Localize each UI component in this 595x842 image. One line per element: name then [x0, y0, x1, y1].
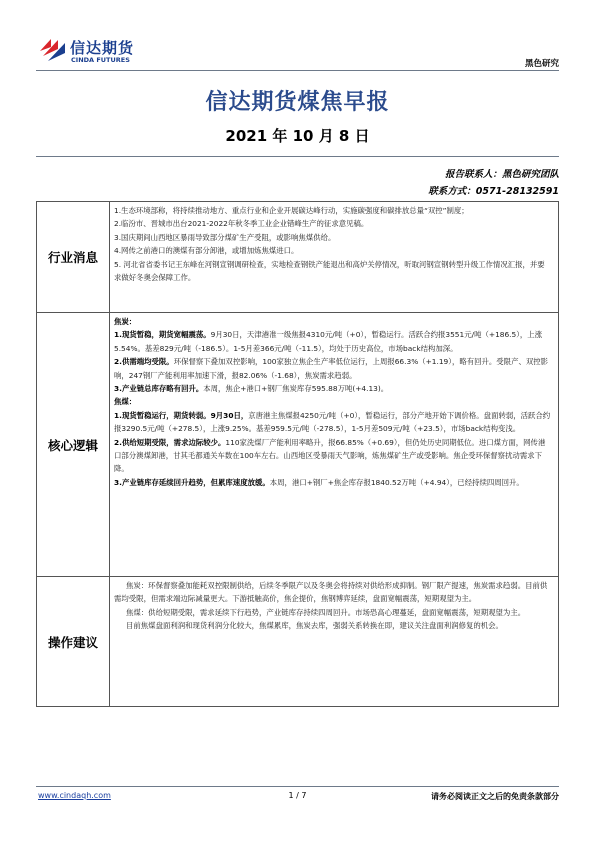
department-label: 黑色研究: [524, 59, 559, 69]
news-content: [110, 202, 558, 312]
news-item: 1.生态环境部称，将持续推动地方、重点行业和企业开展碳达峰行动，实施碳强度和碳排放总量“双控”制度；: [114, 206, 469, 215]
advice-paragraph: 目前焦煤盘面利润和现货利润分化较大，焦煤累库，焦炭去库，强弱关系转换在即，建议关注盘面利润修复的机会。: [126, 621, 503, 631]
contact-phone: 联系方式：0571-28132591: [428, 186, 559, 197]
advice-label: 操作建议: [37, 577, 110, 706]
contact-person: 报告联系人：黑色研究团队: [444, 169, 559, 180]
report-date: 2021 年 10 月 8 日: [225, 127, 370, 145]
logo-chinese-name: 信达期货: [70, 39, 135, 57]
date-divider: [36, 156, 559, 157]
header-divider: [36, 70, 559, 71]
coke-point: 3.产业链总库存略有回升。本周，焦企+港口+钢厂焦炭库存595.88万吨(+4.13)。: [114, 384, 389, 394]
news-row: [37, 202, 558, 312]
disclaimer-note: 请务必阅读正文之后的免责条款部分: [431, 792, 559, 801]
news-item: 2.临汾市、晋城市出台2021-2022年秋冬季工业企业错峰生产的征求意见稿。: [114, 219, 369, 229]
logic-row: [37, 312, 558, 576]
logo-mark-icon: [38, 37, 68, 63]
company-logo: [38, 33, 158, 69]
news-item: 5. 河北省省委书记王东峰在河钢宣钢调研检查，实地检查钢铁产能退出和高炉关停情况，听取河钢宣钢转型升级工作情况汇报，并要求做好冬奥会保障工作。: [114, 259, 545, 283]
advice-paragraph: 焦煤：供给短期受限，需求延续下行趋势，产业链库存持续四周回升。市场恐高心理蔓延，盘面宽幅震荡，短期观望为主。: [126, 607, 526, 617]
page-number: 1 / 7: [288, 791, 307, 800]
advice-paragraph: 焦炭：环保督察叠加能耗双控限制供给，后续冬季限产以及冬奥会将持续对供给形成抑制。钢厂限产提速，焦炭需求趋弱。目前供需均受限，但需求端边际减量更大。下游抵触高价，焦企提价，焦钢博弈延续，盘面宽幅震荡，短期观望为主。: [114, 581, 548, 604]
footer-divider: [36, 786, 559, 787]
advice-row: [37, 576, 558, 706]
advice-content: [110, 577, 558, 706]
logic-label: 核心逻辑: [37, 313, 110, 576]
coal-point: 2.供给短期受限，需求边际较少。110家洗煤厂产能利用率略升，报66.85%（+0.69），但仍处历史同期低位。进口煤方面，网传港口部分澳煤卸港，甘其毛都通关车数在100车左右。山西地区受暴雨天气影响，炼焦煤矿生产或受影响。焦企受环保督察扰动需求下降。: [114, 437, 546, 474]
coke-point: 2.供需端均受限。环保督察下叠加双控影响，100家独立焦企生产率低位运行，上周报66.3%（+1.19），略有回升。受限产、双控影响，247钢厂产能利用率加速下滑，报82.06%（-1.68），焦炭需求趋弱。: [114, 357, 549, 380]
coal-point: 1.现货暂稳运行，期货转弱。9月30日，京唐港主焦煤报4250元/吨（+0），暂稳运行，部分产地开始下调价格。盘面转弱，活跃合约报3290.5元/吨（+278.5），上涨9.25%。基差959.5元/吨（-278.5），1-5月差509元/吨（+23.5），市场back结构变浅。: [114, 410, 551, 434]
logic-content: [110, 313, 558, 576]
footer-website-link[interactable]: www.cindaqh.com: [38, 791, 111, 800]
coke-heading: 焦炭：: [114, 317, 137, 326]
logo-english-name: CINDA FUTURES: [71, 56, 130, 64]
news-item: 4.网传之前港口的澳煤有部分卸港，或增加炼焦煤进口。: [114, 246, 299, 256]
report-table: [36, 201, 559, 707]
news-item: 3.国庆期间山西地区暴雨导致部分煤矿生产受阻，或影响焦煤供给。: [114, 232, 336, 242]
report-title: 信达期货煤焦早报: [205, 89, 390, 115]
coal-heading: 焦煤：: [114, 397, 137, 407]
coke-point: 1.现货暂稳，期货宽幅震荡。9月30日，天津港准一级焦报4310元/吨（+0），暂稳运行。活跃合约报3551元/吨（+186.5），上涨5.54%。基差829元/吨（-186.5）。1-5月差366元/吨（-11.5），均处于历史高位，市场back结构加深。: [114, 330, 543, 353]
coal-point: 3.产业链库存延续回升趋势，但累库速度放缓。本周，港口+钢厂+焦企库存报1840.52万吨（+4.94），已经持续四周回升。: [114, 477, 524, 487]
news-label: 行业消息: [37, 202, 110, 312]
